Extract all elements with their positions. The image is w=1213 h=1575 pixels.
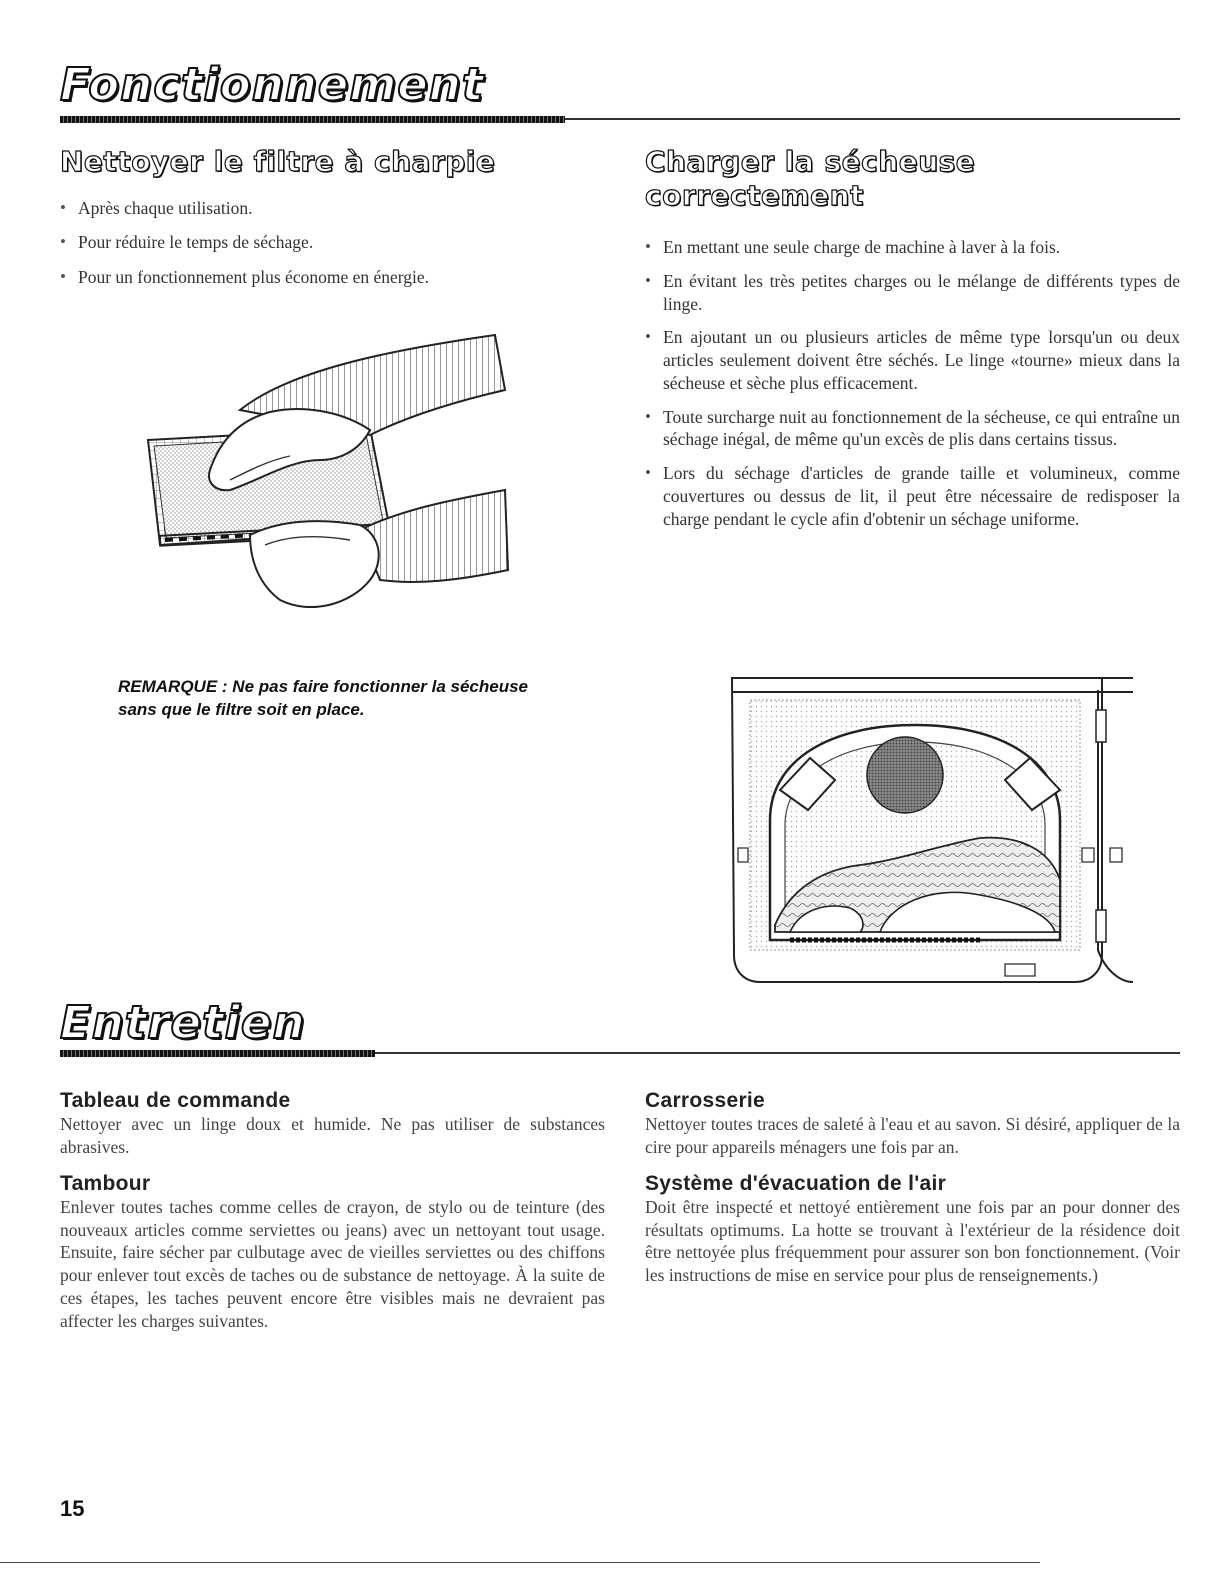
list-item: • En évitant les très petites charges ou le mélange de différents types de linge. <box>645 270 1180 316</box>
list-item: • Pour un fonctionnement plus économe en énergie. <box>60 266 580 289</box>
cabinet-text: Nettoyer toutes traces de saleté à l'eau et au savon. Si désiré, appliquer de la cire pour appareils ménagers une fois par an. <box>645 1114 1180 1157</box>
cabinet-title: Carrosserie <box>645 1089 766 1112</box>
maintenance-left-column <box>60 1088 605 1332</box>
title-rule-thin <box>565 118 1180 120</box>
lint-filter-title: Nettoyer le filtre à charpie <box>60 145 496 178</box>
list-item: • Pour réduire le temps de séchage. <box>60 231 580 254</box>
filter-note <box>118 676 538 722</box>
bottom-rule <box>0 1562 1040 1563</box>
dryer-drum-illustration <box>730 670 1140 990</box>
maintenance-rule-thick <box>60 1050 375 1057</box>
maintenance-title: Entretien <box>60 996 306 1049</box>
maintenance-rule-thin <box>375 1052 1180 1054</box>
lint-filter-section <box>60 145 580 301</box>
exhaust-title: Système d'évacuation de l'air <box>645 1171 947 1195</box>
control-panel-text: Nettoyer avec un linge doux et humide. Ne pas utiliser de substances abrasives. <box>60 1114 605 1157</box>
list-item: • Après chaque utilisation. <box>60 197 580 220</box>
control-panel-title: Tableau de commande <box>60 1089 291 1112</box>
loading-list <box>645 236 1180 530</box>
lint-filter-list <box>60 197 580 289</box>
list-item: • En ajoutant un ou plusieurs articles de même type lorsqu'un ou deux articles seulement doivent être séchés. Le linge «tourne» mieux dans la sécheuse et sèche plus efficacement. <box>645 326 1180 394</box>
loading-title-line1: Charger la sécheuse <box>645 145 976 178</box>
exhaust-text: Doit être inspecté et nettoyé entièrement une fois par an pour donner des résultats optimums. La hotte se trouvant à l'extérieur de la résidence doit être nettoyée plus fréquemment pour assurer son bon fonctionnement. (Voir les instructions de mise en service pour plus de renseignements.) <box>645 1196 1180 1286</box>
list-item: • Toute surcharge nuit au fonctionnement de la sécheuse, ce qui entraîne un séchage inégal, de même qu'un excès de plis dans certains tissus. <box>645 406 1180 452</box>
drum-text: Enlever toutes taches comme celles de crayon, de stylo ou de teinture (des nouveaux articles comme serviettes ou jeans) avec un nettoyant tout usage. Ensuite, faire sécher par culbutage avec de vieilles serviettes ou des chiffons pour enlever tout excès de taches ou de substance de nettoyage. À la suite de ces étapes, les taches peuvent encore être visibles mais ne devraient pas affecter les charges suivantes. <box>60 1196 605 1331</box>
list-item: • Lors du séchage d'articles de grande taille et volumineux, comme couvertures ou dessus de lit, il peut être nécessaire de redisposer la charge pendant le cycle afin d'obtenir un séchage uniforme. <box>645 462 1180 530</box>
maintenance-right-column <box>645 1088 1180 1287</box>
list-item: • En mettant une seule charge de machine à laver à la fois. <box>645 236 1180 259</box>
page-title: Fonctionnement <box>60 58 485 111</box>
title-rule-thick <box>60 116 565 123</box>
note-text: Ne pas faire fonctionner la sécheuse sans que le filtre soit en place. <box>118 677 529 719</box>
page-number: 15 <box>60 1496 85 1521</box>
loading-title-line2: correctement <box>645 178 864 212</box>
drum-title: Tambour <box>60 1171 151 1195</box>
loading-section <box>645 145 1180 541</box>
lint-filter-illustration <box>140 330 510 620</box>
note-label: REMARQUE : <box>118 677 228 696</box>
